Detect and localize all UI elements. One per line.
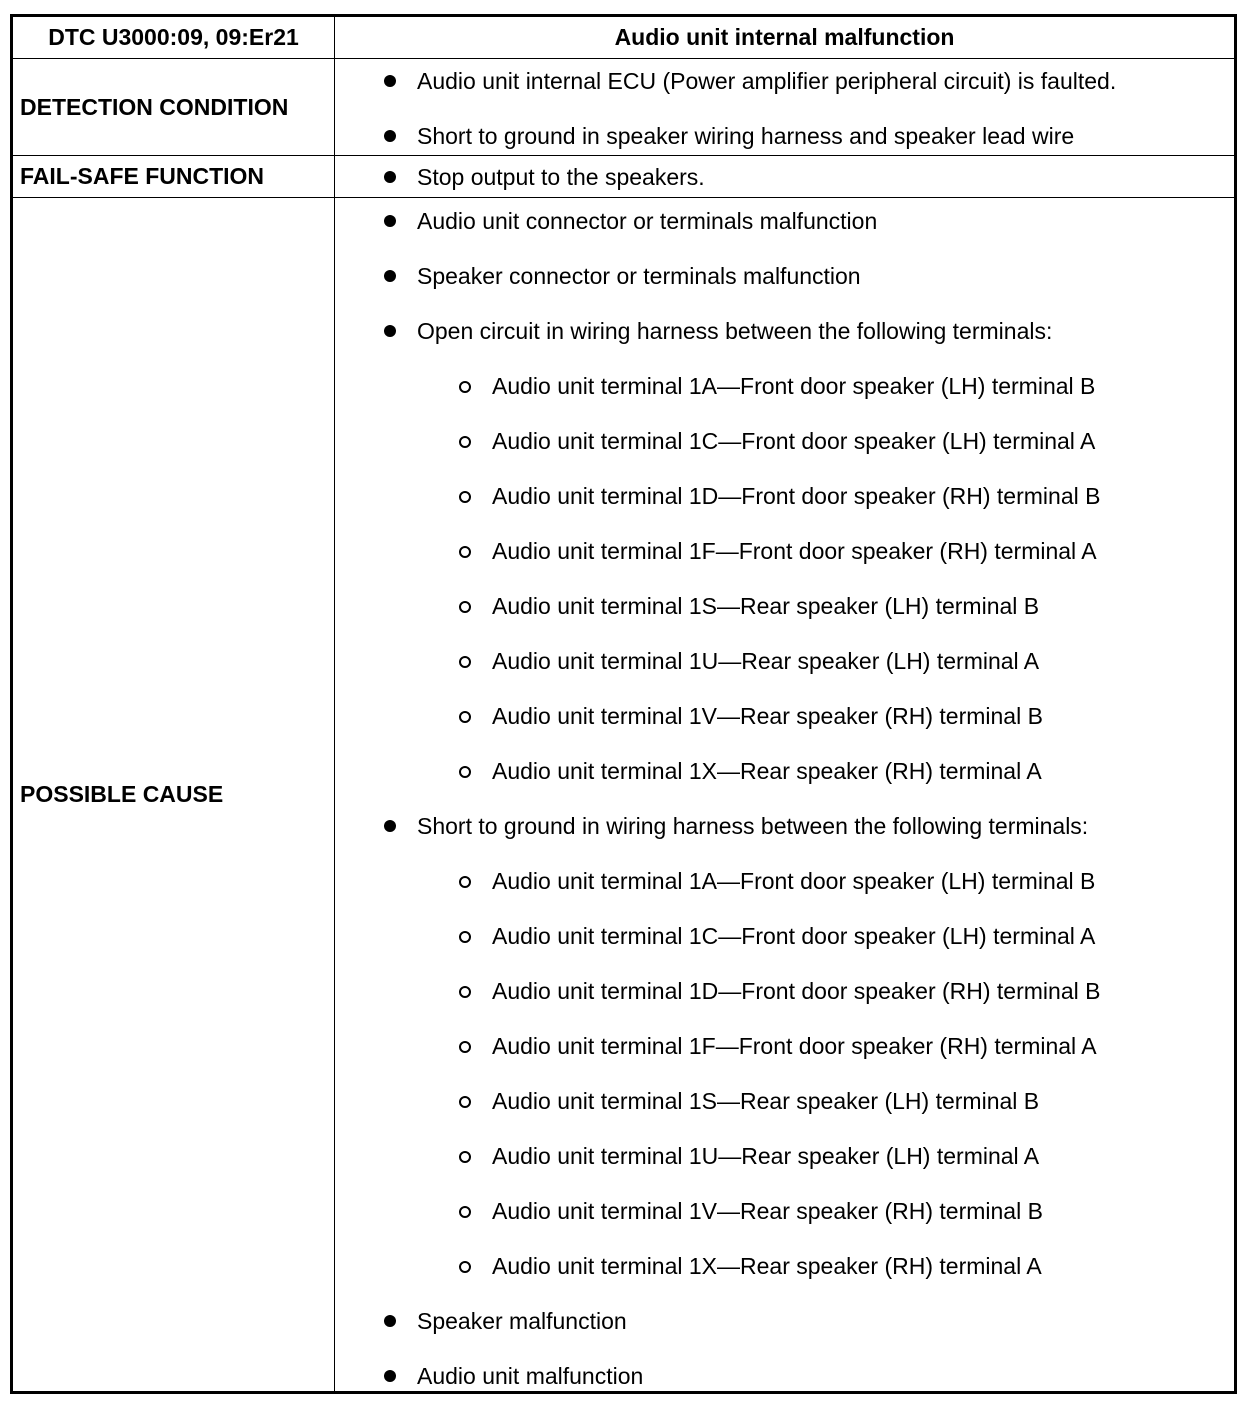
circle-bullet-icon [459,546,471,558]
circle-bullet-icon [459,381,471,393]
list-item: Short to ground in speaker wiring harness and speaker lead wire [335,121,1234,151]
circle-bullet-icon [459,491,471,503]
sub-list-item: Audio unit terminal 1V—Rear speaker (RH) terminal B [335,701,1234,731]
bullet-icon [384,270,396,282]
list-item: Short to ground in wiring harness between the following terminals: [335,811,1234,841]
sub-list-item: Audio unit terminal 1X—Rear speaker (RH) terminal A [335,756,1234,786]
sub-list-item: Audio unit terminal 1A—Front door speaker (LH) terminal B [335,371,1234,401]
sub-list-item: Audio unit terminal 1F—Front door speaker (RH) terminal A [335,536,1234,566]
sub-list-item: Audio unit terminal 1S—Rear speaker (LH) terminal B [335,1086,1234,1116]
detection-condition-label: DETECTION CONDITION [20,93,289,120]
circle-bullet-icon [459,876,471,888]
sub-list-item: Audio unit terminal 1X—Rear speaker (RH) terminal A [335,1251,1234,1281]
detection-condition-row [13,59,1234,156]
sub-list-item: Audio unit terminal 1D—Front door speaker (RH) terminal B [335,976,1234,1006]
bullet-icon [384,130,396,142]
circle-bullet-icon [459,656,471,668]
bullet-icon [384,1370,396,1382]
circle-bullet-icon [459,1206,471,1218]
fail-safe-label: FAIL-SAFE FUNCTION [20,163,265,189]
circle-bullet-icon [459,986,471,998]
list-item: Stop output to the speakers. [335,162,1234,192]
bullet-icon [384,325,396,337]
dtc-table [10,14,1237,1394]
circle-bullet-icon [459,1151,471,1163]
circle-bullet-icon [459,711,471,723]
circle-bullet-icon [459,766,471,778]
list-item: Speaker malfunction [335,1306,1234,1336]
sub-list-item: Audio unit terminal 1A—Front door speaker (LH) terminal B [335,866,1234,896]
dtc-title: Audio unit internal malfunction [614,24,955,50]
bullet-icon [384,75,396,87]
circle-bullet-icon [459,601,471,613]
dtc-code: DTC U3000:09, 09:Er21 [13,17,335,58]
possible-cause-row [13,198,1234,1391]
sub-list-item: Audio unit terminal 1V—Rear speaker (RH) terminal B [335,1196,1234,1226]
circle-bullet-icon [459,1096,471,1108]
list-item: Speaker connector or terminals malfunction [335,261,1234,291]
sub-list-item: Audio unit terminal 1C—Front door speaker (LH) terminal A [335,921,1234,951]
circle-bullet-icon [459,436,471,448]
sub-list-item: Audio unit terminal 1U—Rear speaker (LH) terminal A [335,1141,1234,1171]
possible-cause-list [335,198,1234,1391]
list-item: Audio unit internal ECU (Power amplifier peripheral circuit) is faulted. [335,66,1234,96]
sub-list-item: Audio unit terminal 1U—Rear speaker (LH) terminal A [335,646,1234,676]
sub-list-item: Audio unit terminal 1S—Rear speaker (LH) terminal B [335,591,1234,621]
list-item: Audio unit connector or terminals malfunction [335,206,1234,236]
fail-safe-row [13,156,1234,198]
circle-bullet-icon [459,1041,471,1053]
circle-bullet-icon [459,931,471,943]
list-item: Audio unit malfunction [335,1361,1234,1391]
sub-list-item: Audio unit terminal 1D—Front door speaker (RH) terminal B [335,481,1234,511]
list-item: Open circuit in wiring harness between the following terminals: [335,316,1234,346]
possible-cause-label: POSSIBLE CAUSE [20,781,224,807]
bullet-icon [384,171,396,183]
bullet-icon [384,1315,396,1327]
bullet-icon [384,215,396,227]
bullet-icon [384,820,396,832]
circle-bullet-icon [459,1261,471,1273]
sub-list-item: Audio unit terminal 1C—Front door speaker (LH) terminal A [335,426,1234,456]
table-header-row [13,17,1234,59]
sub-list-item: Audio unit terminal 1F—Front door speaker (RH) terminal A [335,1031,1234,1061]
